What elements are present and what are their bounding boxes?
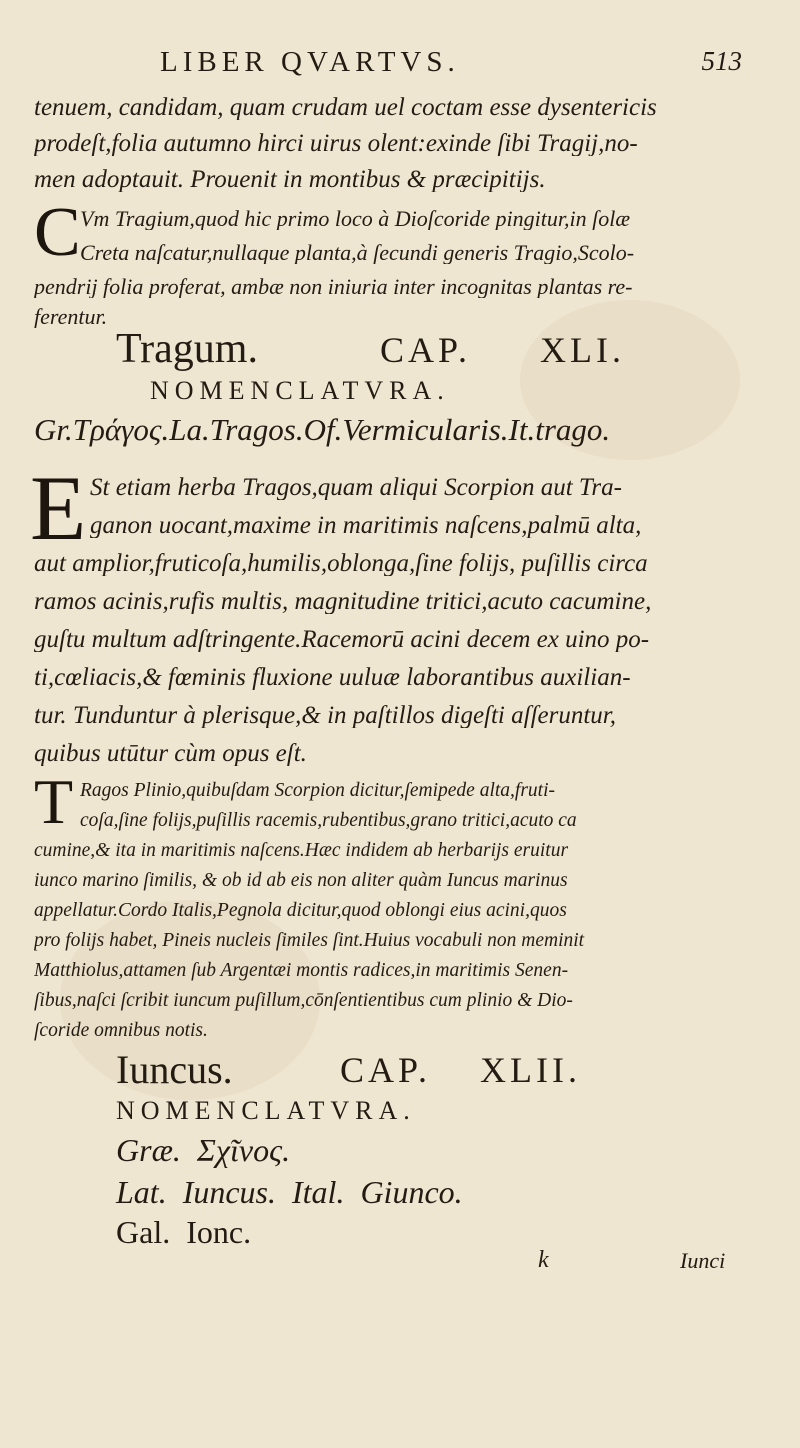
- catchword: Iunci: [680, 1248, 726, 1273]
- chapter-number: XLII.: [480, 1050, 581, 1090]
- running-head-title: LIBER QVARTVS.: [160, 46, 460, 78]
- text-line: quibus utūtur cùm opus eſt.: [34, 741, 307, 766]
- page-number: 513: [701, 46, 742, 76]
- nomenclature-greek: Græ. Σχῖνος.: [116, 1132, 291, 1168]
- nomenclature-names: Gr.Τράγος.La.Tragos.Of.Vermicularis.It.trago.: [34, 412, 611, 447]
- text-line: ti,cœliacis,& fœminis fluxione uuluæ laborantibus auxilian-: [34, 665, 631, 690]
- nomenclatura-heading: NOMENCLATVRA.: [150, 376, 450, 405]
- text-line: ſcoride omnibus notis.: [34, 1021, 208, 1041]
- text-line: aut amplior,fruticoſa,humilis,oblonga,ſine folijs, puſillis circa: [34, 551, 648, 576]
- text-line: Vm Tragium,quod hic primo loco à Dioſcoride pingitur,in ſolæ: [80, 208, 631, 230]
- text-line: St etiam herba Tragos,quam aliqui Scorpion aut Tra-: [90, 475, 622, 500]
- chapter-cap-label: CAP.: [380, 330, 472, 370]
- text-line: iunco marino ſimilis, & ob id ab eis non aliter quàm Iuncus marinus: [34, 871, 568, 891]
- text-line: Creta naſcatur,nullaque planta,à ſecundi generis Tragio,Scolo-: [80, 242, 635, 264]
- text-line: ganon uocant,maxime in maritimis naſcens,palmū alta,: [90, 513, 642, 538]
- nomenclature-latin-italian: Lat. Iuncus. Ital. Giunco.: [116, 1174, 463, 1210]
- text-line: ramos acinis,rufis multis, magnitudine tritici,acuto cacumine,: [34, 589, 652, 614]
- drop-cap: T: [34, 766, 74, 837]
- text-line: prodeſt,folia autumno hirci uirus olent:exinde ſibi Tragij,no-: [34, 131, 638, 156]
- nomenclature-gallic: Gal. Ionc.: [116, 1214, 252, 1250]
- text-line: guſtu multum adſtringente.Racemorū acini decem ex uino po-: [34, 627, 650, 652]
- text-line: pro folijs habet, Pineis nucleis ſimiles ſint.Huius vocabuli non meminit: [34, 931, 585, 951]
- text-line: cumine,& ita in maritimis naſcens.Hæc indidem ab herbarijs eruitur: [34, 841, 569, 861]
- drop-cap: C: [34, 194, 81, 271]
- text-line: Ragos Plinio,quibuſdam Scorpion dicitur,ſemipede alta,fruti-: [80, 781, 556, 801]
- chapter-cap-label: CAP.: [340, 1050, 432, 1090]
- text-line: men adoptauit. Prouenit in montibus & præcipitijs.: [34, 167, 546, 192]
- running-head: [0, 44, 800, 84]
- drop-cap: E: [30, 457, 87, 559]
- text-line: coſa,ſine folijs,puſillis racemis,rubentibus,grano tritici,acuto ca: [80, 811, 577, 831]
- text-line: tur. Tunduntur à plerisque,& in paſtillos digeſti aſſeruntur,: [34, 703, 616, 728]
- text-line: appellatur.Cordo Italis,Pegnola dicitur,quod oblongi eius acini,quos: [34, 901, 567, 921]
- text-line: Matthiolus,attamen ſub Argentæi montis radices,in maritimis Senen-: [34, 961, 569, 981]
- nomenclatura-heading: NOMENCLATVRA.: [116, 1096, 416, 1125]
- text-line: tenuem, candidam, quam crudam uel coctam esse dysentericis: [34, 95, 657, 120]
- text-line: ferentur.: [34, 306, 108, 328]
- chapter-title: Tragum.: [116, 326, 258, 372]
- chapter-number: XLI.: [540, 330, 625, 370]
- text-line: pendrij folia proferat, ambæ non iniuria inter incognitas plantas re-: [34, 276, 633, 298]
- signature-mark: k: [538, 1247, 549, 1273]
- text-line: ſibus,naſci ſcribit iuncum puſillum,cōnſentientibus cum plinio & Dio-: [34, 991, 573, 1011]
- chapter-title: Iuncus.: [116, 1047, 233, 1092]
